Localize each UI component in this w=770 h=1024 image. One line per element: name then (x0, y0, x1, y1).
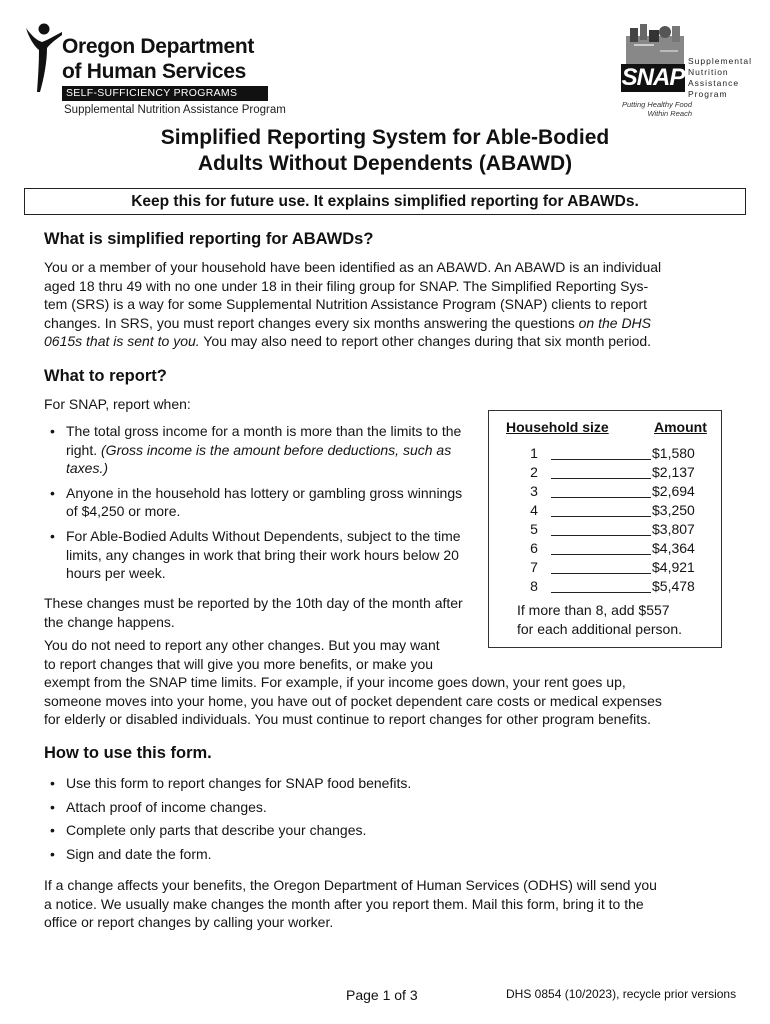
table-row: 4 $3,250 (530, 502, 695, 518)
closing-paragraph: If a change affects your benefits, the Oregon Department of Human Services (ODHS) will send you a notice. We usually make changes the month after you report them. Mail this form, bring it to the office or report changes by calling your worker. (44, 877, 657, 931)
table-row: 2 $2,137 (530, 464, 695, 480)
list-item: • Complete only parts that describe your changes. (50, 822, 367, 839)
table-row: 3 $2,694 (530, 483, 695, 499)
list-item: • Use this form to report changes for SNAP food benefits. (50, 775, 412, 791)
report-bullets (44, 422, 472, 583)
list-item: • Anyone in the household has lottery or gambling gross winnings of $4,250 or more. (50, 484, 463, 520)
table-row: 6 $4,364 (530, 540, 695, 556)
snap-wordmark: SNAP (621, 64, 685, 91)
table-row: 8 $5,478 (530, 578, 695, 594)
document-title (0, 125, 770, 177)
snap-side-text: Supplemental Nutrition Assistance Program (688, 56, 752, 99)
snap-tagline: Putting Healthy Food Within Reach (621, 100, 692, 118)
list-item: • Sign and date the form. (50, 845, 212, 862)
odhs-logo (22, 22, 312, 122)
org-name-line2: of Human Services (62, 60, 246, 83)
table-row: 7 $4,921 (530, 559, 695, 575)
other-changes-paragraph: You do not need to report any other changes. But you may want to report changes that will give you more benefits, or make you exempt from the SNAP time limits. For example, if your income goes down, your rent goes up, someone moves into your home, you have out of pocket dependent care costs or medical expenses for elderly or disabled individuals. You must continue to report changes for other program benefits. (44, 637, 662, 728)
person-figure-icon (22, 22, 64, 94)
section-heading-how-to-use: How to use this form. (44, 744, 212, 762)
grocery-bag-icon (620, 22, 692, 70)
section-heading-what-is: What is simplified reporting for ABAWDs? (44, 230, 374, 248)
income-limits-table (488, 410, 722, 648)
org-name-line1: Oregon Department (62, 35, 255, 58)
list-item: • For Able-Bodied Adults Without Dependents, subject to the time limits, any changes in work that bring their work hours below 20 hours per week. (50, 527, 461, 582)
title-line1: Simplified Reporting System for Able-Bodied (160, 126, 610, 149)
how-to-bullets (44, 774, 644, 863)
form-id: DHS 0854 (10/2023), recycle prior versions (506, 987, 737, 1001)
table-row: 5 $3,807 (530, 521, 695, 537)
page-number: Page 1 of 3 (346, 987, 418, 1003)
deadline-text: These changes must be reported by the 10th day of the month after the change happens. (44, 595, 463, 630)
list-item: • The total gross income for a month is more than the limits to the right. (Gross income is the amount before deductions, such as taxes.) (50, 423, 462, 477)
household-size-header: Household size (506, 419, 609, 435)
list-item: • Attach proof of income changes. (50, 798, 267, 815)
keep-notice-box: Keep this for future use. It explains simplified reporting for ABAWDs. (24, 188, 746, 215)
section1-paragraph: You or a member of your household have been identified as an ABAWD. An ABAWD is an individual aged 18 thru 49 with no one under 18 in their filing group for SNAP. The Simplified Reporting Sys- tem (SRS) is a way for some Supplemental Nutrition Assistance Program (SNAP) clients to report changes. In SRS, you must report changes every six months answering the questions on the DHS 0615s that is sent to you. You may also need to report other changes during that six month period. (44, 259, 662, 350)
snap-logo (612, 22, 752, 120)
table-row: 1 $1,580 (530, 445, 695, 461)
section-heading-what-to-report: What to report? (44, 367, 167, 385)
additional-person-note: If more than 8, add $557 for each additional person. (517, 602, 682, 637)
title-line2: Adults Without Dependents (ABAWD) (197, 152, 573, 175)
program-name: Supplemental Nutrition Assistance Program (64, 104, 286, 116)
report-intro: For SNAP, report when: (44, 396, 191, 412)
division-bar: SELF-SUFFICIENCY PROGRAMS (62, 86, 268, 101)
amount-header: Amount (654, 419, 707, 435)
